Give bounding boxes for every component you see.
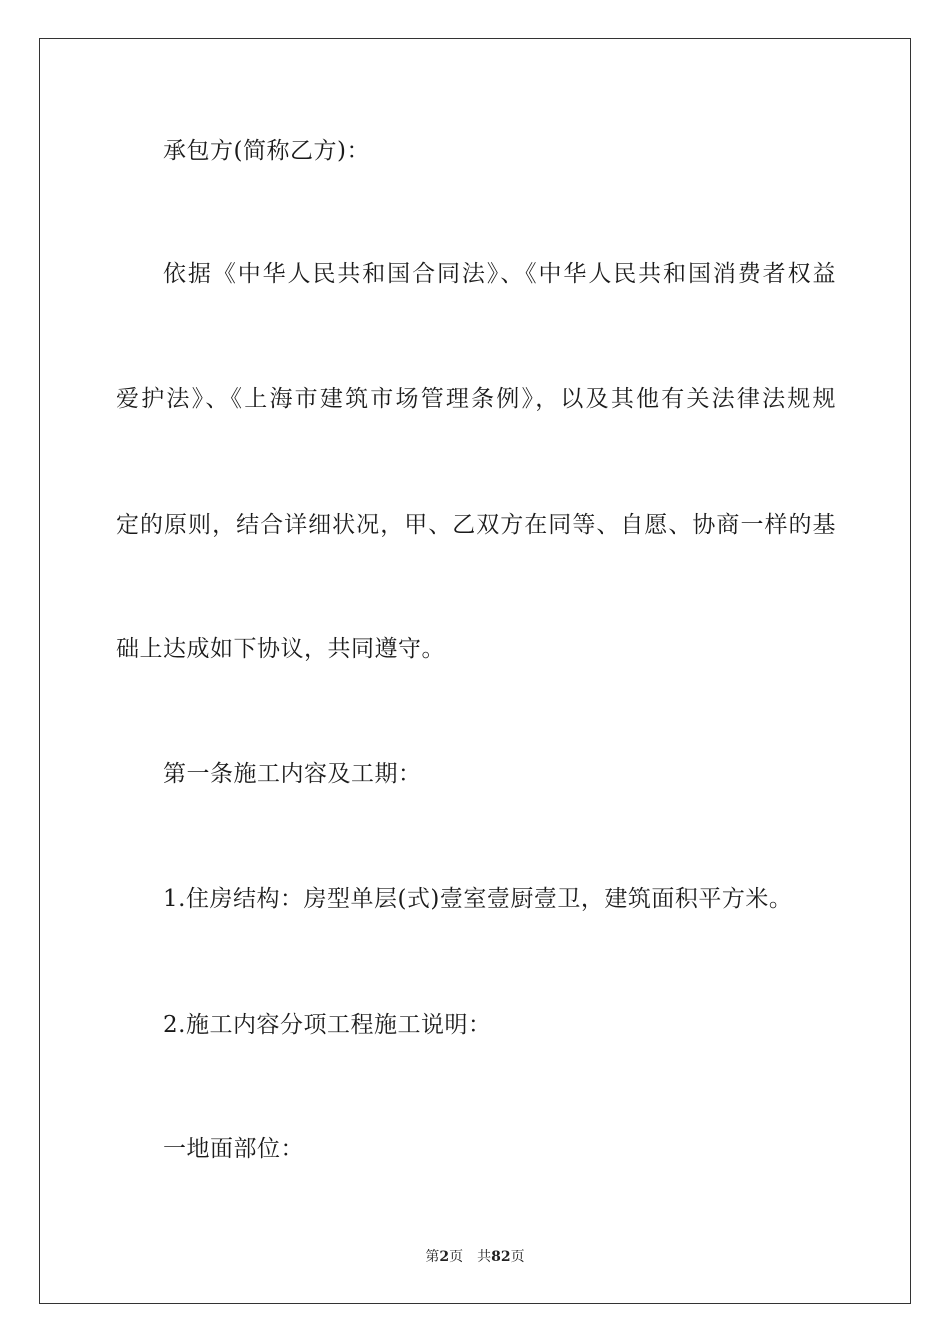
paragraph-basis-line-4: 础上达成如下协议，共同遵守。 (116, 636, 445, 662)
page-footer (0, 1248, 950, 1266)
paragraph-basis-line-3: 定的原则，结合详细状况，甲、乙双方在同等、自愿、协商一样的基 (116, 512, 836, 538)
footer-total-prefix: 共 (477, 1249, 492, 1265)
paragraph-basis-line-1: 依据《中华人民共和国合同法》、《中华人民共和国消费者权益 (163, 261, 836, 287)
footer-total-suffix: 页 (510, 1249, 525, 1265)
footer-page-prefix: 第 (425, 1249, 440, 1265)
item-floor-section: 一地面部位： (163, 1136, 304, 1162)
article-1-heading: 第一条施工内容及工期： (163, 761, 422, 787)
footer-total-pages: 82 (491, 1249, 511, 1265)
footer-page-number: 2 (439, 1249, 450, 1265)
footer-page-suffix: 页 (449, 1249, 464, 1265)
item-construction-content: 2.施工内容分项工程施工说明： (163, 1012, 492, 1038)
paragraph-basis-line-2: 爱护法》、《上海市建筑市场管理条例》，以及其他有关法律法规规 (116, 386, 836, 412)
item-housing-structure: 1.住房结构：房型单层(式)壹室壹厨壹卫，建筑面积平方米。 (163, 886, 793, 912)
page-border (39, 38, 911, 1304)
paragraph-contractor: 承包方(简称乙方)： (163, 138, 370, 164)
